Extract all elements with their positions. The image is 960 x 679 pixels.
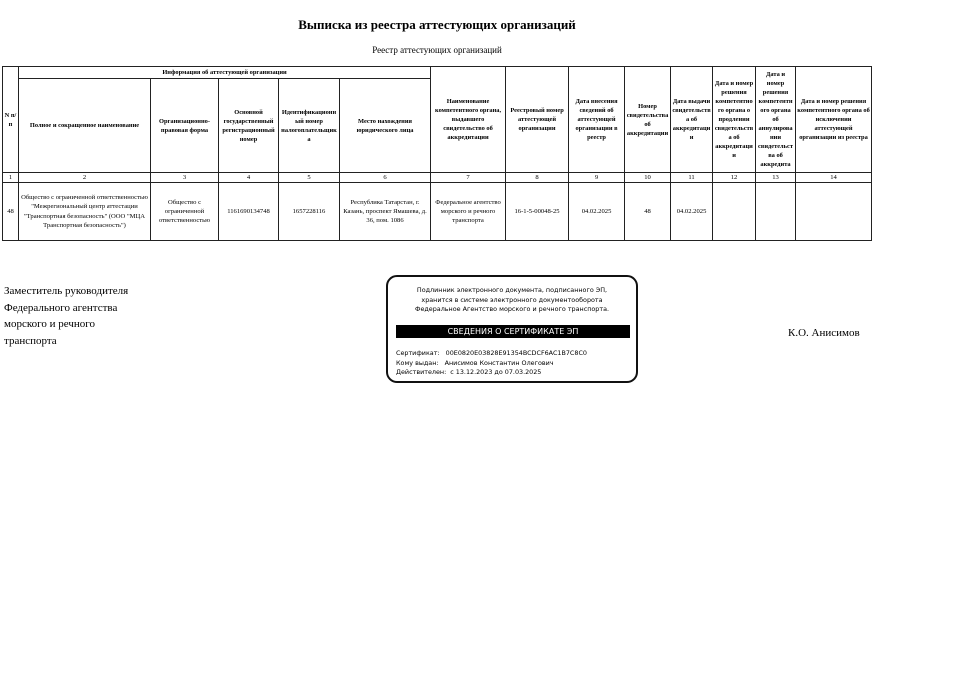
column-number: 11 xyxy=(671,173,713,183)
certificate-label: Сертификат: xyxy=(396,349,440,357)
stamp-notice-line: Подлинник электронного документа, подписанного ЭП, xyxy=(416,286,608,294)
header-entry-date: Дата внесения сведений об аттестующей организации в реестр xyxy=(569,67,625,173)
cell-authority: Федеральное агентство морского и речного транспорта xyxy=(431,183,506,241)
issued-to-line xyxy=(396,359,587,369)
column-number: 7 xyxy=(431,173,506,183)
header-row-number: N п/п xyxy=(3,67,19,173)
issued-to-label: Кому выдан: xyxy=(396,358,439,367)
column-number: 3 xyxy=(151,173,219,183)
stamp-notice-line: Федеральное Агентство морского и речного транспорта. xyxy=(414,305,610,313)
cell-exclusion-decision xyxy=(796,183,872,241)
column-number: 4 xyxy=(219,173,279,183)
signer-position-line: Заместитель руководителя xyxy=(4,285,129,297)
column-number: 2 xyxy=(19,173,151,183)
signer-position xyxy=(4,283,128,349)
cell-certificate-number: 48 xyxy=(625,183,671,241)
registry-table xyxy=(2,66,872,241)
cell-full-name: Общество с ограниченной ответственностью "Межрегиональный центр аттестации "Транспортная безопасность" (ООО "МЦА Транспортная безопасность") xyxy=(19,183,151,241)
certificate-line xyxy=(396,349,587,359)
header-certificate-date: Дата выдачи свидетельства об аккредитации xyxy=(671,67,713,173)
header-certificate-number: Номер свидетельства об аккредитации xyxy=(625,67,671,173)
column-number: 6 xyxy=(340,173,431,183)
column-number: 1 xyxy=(3,173,19,183)
cell-registry-number: 16-1-5-00048-25 xyxy=(506,183,569,241)
cell-inn: 1657228116 xyxy=(279,183,340,241)
certificate-value: 00E0820E03828E91354BCDCF6AC1B7C8C0 xyxy=(445,349,587,357)
stamp-certificate-info xyxy=(396,349,587,378)
stamp-notice-line: хранится в системе электронного документооборота xyxy=(421,295,603,304)
cell-extension-decision xyxy=(713,183,756,241)
header-extension-decision: Дата и номер решения компетентного органа о продлении свидетельства об аккредитации xyxy=(713,67,756,173)
electronic-signature-stamp xyxy=(386,275,638,383)
header-registry-number: Реестровый номер аттестующей организации xyxy=(506,67,569,173)
column-number: 14 xyxy=(796,173,872,183)
header-legal-form: Организационно-правовая форма xyxy=(151,79,219,173)
column-number: 12 xyxy=(713,173,756,183)
stamp-notice xyxy=(388,286,636,315)
cell-row-number: 48 xyxy=(3,183,19,241)
column-number: 5 xyxy=(279,173,340,183)
header-authority: Наименование компетентного органа, выдавшего свидетельство об аккредитации xyxy=(431,67,506,173)
document-subtitle: Реестр аттестующих организаций xyxy=(372,45,502,55)
header-address: Место нахождения юридического лица xyxy=(340,79,431,173)
column-number: 10 xyxy=(625,173,671,183)
header-exclusion-decision: Дата и номер решения компетентного органа об исключении аттестующей организации из реестра xyxy=(796,67,872,173)
table-row xyxy=(3,183,872,241)
document-title: Выписка из реестра аттестующих организаций xyxy=(298,17,576,32)
valid-label: Действителен: xyxy=(396,368,447,376)
header-full-name: Полное и сокращенное наименование xyxy=(19,79,151,173)
header-annulment-decision: Дата и номер решения компетентного органа об аннулировании свидетельства об аккредита xyxy=(756,67,796,173)
column-number: 9 xyxy=(569,173,625,183)
stamp-heading: СВЕДЕНИЯ О СЕРТИФИКАТЕ ЭП xyxy=(396,325,630,338)
column-number: 8 xyxy=(506,173,569,183)
header-ogrn: Основной государственный регистрационный номер xyxy=(219,79,279,173)
signer-position-line: Федерального агентства xyxy=(4,301,118,314)
valid-value: с 13.12.2023 до 07.03.2025 xyxy=(450,368,542,376)
signer-name: К.О. Анисимов xyxy=(788,327,860,339)
cell-legal-form: Общество с ограниченной ответственностью xyxy=(151,183,219,241)
header-group-org-info: Информация об аттестующей организации xyxy=(19,67,431,79)
signer-position-line: морского и речного xyxy=(4,318,96,330)
cell-certificate-date: 04.02.2025 xyxy=(671,183,713,241)
signer-position-line: транспорта xyxy=(4,334,57,347)
cell-entry-date: 04.02.2025 xyxy=(569,183,625,241)
cell-address: Республика Татарстан, г. Казань, проспект Ямашева, д. 36, пом. 1086 xyxy=(340,183,431,241)
column-number-row xyxy=(3,173,872,183)
cell-ogrn: 1161690134748 xyxy=(219,183,279,241)
header-inn: Идентификационный номер налогоплательщика xyxy=(279,79,340,173)
issued-to-value: Анисимов Константин Олегович xyxy=(444,358,554,367)
cell-annulment-decision xyxy=(756,183,796,241)
valid-line xyxy=(396,368,587,378)
column-number: 13 xyxy=(756,173,796,183)
